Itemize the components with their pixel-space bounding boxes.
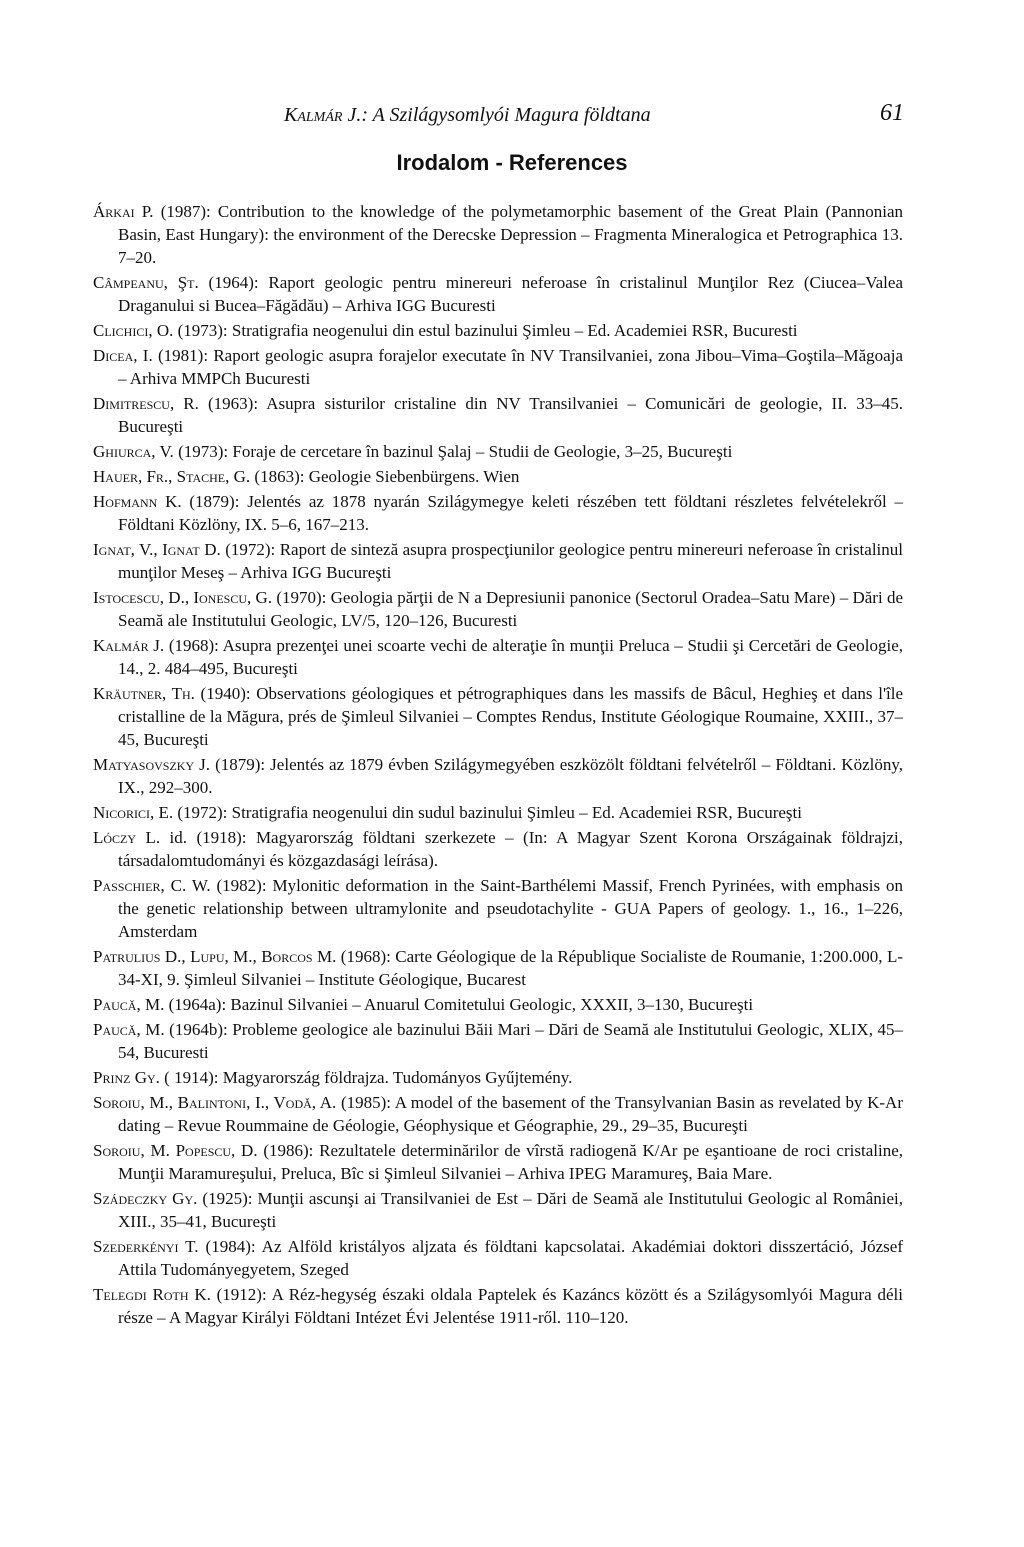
reference-authors: Clichici, O. — [93, 321, 174, 340]
reference-text: id. (1918): Magyarország földtani szerkezete – (In: A Magyar Szent Korona Országainak földrajzi, társadalomtudományi és közgazdasági leírása). — [118, 828, 903, 870]
reference-text: (1912): A Réz-hegység északi oldala Paptelek és Kazáncs között és a Szilágysomlyói Magura déli része – A Magyar Királyi Földtani Intézet Évi Jelentése 1911-ről. 110–120. — [118, 1285, 903, 1327]
reference-list — [93, 200, 903, 1331]
section-title: Irodalom - References — [396, 150, 628, 175]
reference-authors: Lóczy L. — [93, 828, 161, 847]
reference-item — [93, 440, 903, 463]
reference-item — [93, 344, 903, 390]
reference-item — [93, 490, 903, 536]
reference-authors: Ignat, V., Ignat D. — [93, 540, 221, 559]
reference-authors: Szádeczky Gy. — [93, 1189, 198, 1208]
reference-item — [93, 1139, 903, 1185]
reference-text: (1879): Jelentés az 1879 évben Szilágymegyében eszközölt földtani felvételről – Földtani. Közlöny, IX., 292–300. — [118, 755, 903, 797]
reference-text: (1879): Jelentés az 1878 nyarán Szilágymegye keleti részében tett földtani részletes felvételekről – Földtani Közlöny, IX. 5–6, 167–213. — [118, 492, 904, 534]
reference-text: (1982): Mylonitic deformation in the Saint-Barthélemi Massif, French Pyrinées, with emphasis on the genetic relationship between ultramylonite and pseudotachylite - GUA Papers of geology. 1., 16., 1–226, Amsterdam — [118, 876, 903, 941]
reference-text: (1984): Az Alföld kristályos aljzata és földtani kapcsolatai. Akadémiai doktori disszertáció, József Attila Tudományegyetem, Szeged — [118, 1237, 903, 1279]
reference-authors: Istocescu, D., Ionescu, G. — [93, 588, 273, 607]
reference-text: (1985): A model of the basement of the Transylvanian Basin as revelated by K-Ar dating – Revue Roummaine de Géologie, Géophysique et Géographie, 29., 29–35, Bucureşti — [118, 1093, 903, 1135]
running-head-title — [284, 104, 651, 127]
reference-item — [93, 634, 903, 680]
reference-authors: Kräutner, Th. — [93, 684, 195, 703]
reference-item — [93, 874, 903, 943]
reference-text: (1972): Raport de sinteză asupra prospecţiunilor geologice pentru minereuri neferoase în cristalinul munţilor Meseş – Arhiva IGG Bucureşti — [118, 540, 903, 582]
reference-authors: Dimitrescu, R. — [93, 394, 199, 413]
reference-text: (1925): Munţii ascunşi ai Transilvaniei de Est – Dări de Seamă ale Institutului Geologic al României, XIII., 35–41, Bucureşti — [118, 1189, 903, 1231]
reference-text: (1964a): Bazinul Silvaniei – Anuarul Comitetului Geologic, XXXII, 3–130, Bucureşti — [164, 995, 754, 1014]
reference-text: (1863): Geologie Siebenbürgens. Wien — [250, 467, 520, 486]
reference-text: (1986): Rezultatele determinărilor de vîrstă radiogenă K/Ar pe eşantioane de roci cristaline, Munţii Maramureşului, Preluca, Bîc si Şimleul Silvaniei – Arhiva IPEG Maramureş, Baia Mare. — [118, 1141, 903, 1183]
reference-authors: Árkai P. — [93, 202, 154, 221]
reference-item — [93, 1283, 903, 1329]
reference-item — [93, 465, 903, 488]
reference-item — [93, 682, 903, 751]
reference-text: (1987): Contribution to the knowledge of the polymetamorphic basement of the Great Plain (Pannonian Basin, East Hungary): the environment of the Derecske Depression – Fragmenta Mineralogica et Petrographica 13. 7–20. — [118, 202, 903, 267]
reference-text: (1973): Stratigrafia neogenului din estul bazinului Şimleu – Ed. Academiei RSR, Bucuresti — [173, 321, 798, 340]
reference-text: (1981): Raport geologic asupra forajelor executate în NV Transilvaniei, zona Jibou–Vima–Goştila–Măgoaja – Arhiva MMPCh Bucuresti — [118, 346, 903, 388]
reference-authors: Dicea, I. — [93, 346, 153, 365]
reference-authors: Ghiurca, V. — [93, 442, 174, 461]
reference-item — [93, 945, 903, 991]
reference-authors: Paucă, M. — [93, 1020, 165, 1039]
page-number: 61 — [880, 100, 904, 126]
reference-item — [93, 1018, 903, 1064]
running-head-journal-title: A Szilágysomlyói Magura földtana — [367, 104, 651, 126]
reference-text: (1963): Asupra sisturilor cristaline din NV Transilvaniei – Comunicări de geologie, II. 33–45. Bucureşti — [118, 394, 903, 436]
reference-text: (1940): Observations géologiques et pétrographiques dans les massifs de Bâcul, Heghieş et dans l'île cristalline de la Măgura, prés de Şimleul Silvaniei – Comptes Rendus, Institute Géologique Roumaine, XXIII., 37–45, Bucureşti — [118, 684, 903, 749]
reference-item — [93, 801, 903, 824]
reference-authors: Telegdi Roth K. — [93, 1285, 211, 1304]
reference-text: (1973): Foraje de cercetare în bazinul Şalaj – Studii de Geologie, 3–25, Bucureşti — [173, 442, 733, 461]
reference-item — [93, 586, 903, 632]
reference-authors: Matyasovszky J. — [93, 755, 211, 774]
reference-authors: Paucă, M. — [93, 995, 165, 1014]
reference-text: (1964b): Probleme geologice ale bazinului Băii Mari – Dări de Seamă ale Institutului Geologic, XLIX, 45–54, Bucuresti — [118, 1020, 903, 1062]
reference-authors: Szederkényi T. — [93, 1237, 199, 1256]
reference-item — [93, 271, 903, 317]
reference-text: ( 1914): Magyarország földrajza. Tudományos Gyűjtemény. — [159, 1068, 573, 1087]
reference-item — [93, 1187, 903, 1233]
reference-item — [93, 826, 903, 872]
reference-authors: Câmpeanu, Şt. — [93, 273, 199, 292]
reference-authors: Passchier, C. W. — [93, 876, 211, 895]
reference-authors: Hofmann K. — [93, 492, 182, 511]
reference-text: (1964): Raport geologic pentru minereuri neferoase în cristalinul Munţilor Rez (Ciucea–Valea Draganului si Bucea–Făgădău) – Arhiva IGG Bucuresti — [118, 273, 903, 315]
running-head — [284, 100, 904, 132]
running-head-author: Kalmár J.: — [284, 104, 368, 126]
reference-authors: Prinz Gy. — [93, 1068, 160, 1087]
reference-authors: Hauer, Fr., Stache, G. — [93, 467, 251, 486]
reference-text: (1968): Asupra prezenţei unei scoarte vechi de alteraţie în munţii Preluca – Studii şi Cercetări de Geologie, 14., 2. 484–495, Bucureşti — [118, 636, 903, 678]
reference-authors: Soroiu, M. Popescu, D. — [93, 1141, 258, 1160]
reference-text: (1972): Stratigrafia neogenului din sudul bazinului Şimleu – Ed. Academiei RSR, Bucureşti — [173, 803, 802, 822]
reference-item — [93, 538, 903, 584]
reference-item — [93, 392, 903, 438]
reference-item — [93, 753, 903, 799]
reference-item — [93, 1235, 903, 1281]
reference-authors: Patrulius D., Lupu, M., Borcos M. — [93, 947, 337, 966]
reference-authors: Soroiu, M., Balintoni, I., Vodă, A. — [93, 1093, 337, 1112]
reference-item — [93, 1091, 903, 1137]
reference-authors: Kalmár J. — [93, 636, 165, 655]
reference-text: (1970): Geologia părţii de N a Depresiunii panonice (Sectorul Oradea–Satu Mare) – Dări de Seamă ale Institutului Geologic, LV/5, 120–126, Bucuresti — [118, 588, 904, 630]
reference-item — [93, 1066, 903, 1089]
reference-item — [93, 319, 903, 342]
reference-text: (1968): Carte Géologique de la République Socialiste de Roumanie, 1:200.000, L-34-XI, 9. Şimleul Silvaniei – Institute Géologique, Bucarest — [118, 947, 903, 989]
reference-item — [93, 200, 903, 269]
reference-authors: Nicorici, E. — [93, 803, 174, 822]
reference-item — [93, 993, 903, 1016]
